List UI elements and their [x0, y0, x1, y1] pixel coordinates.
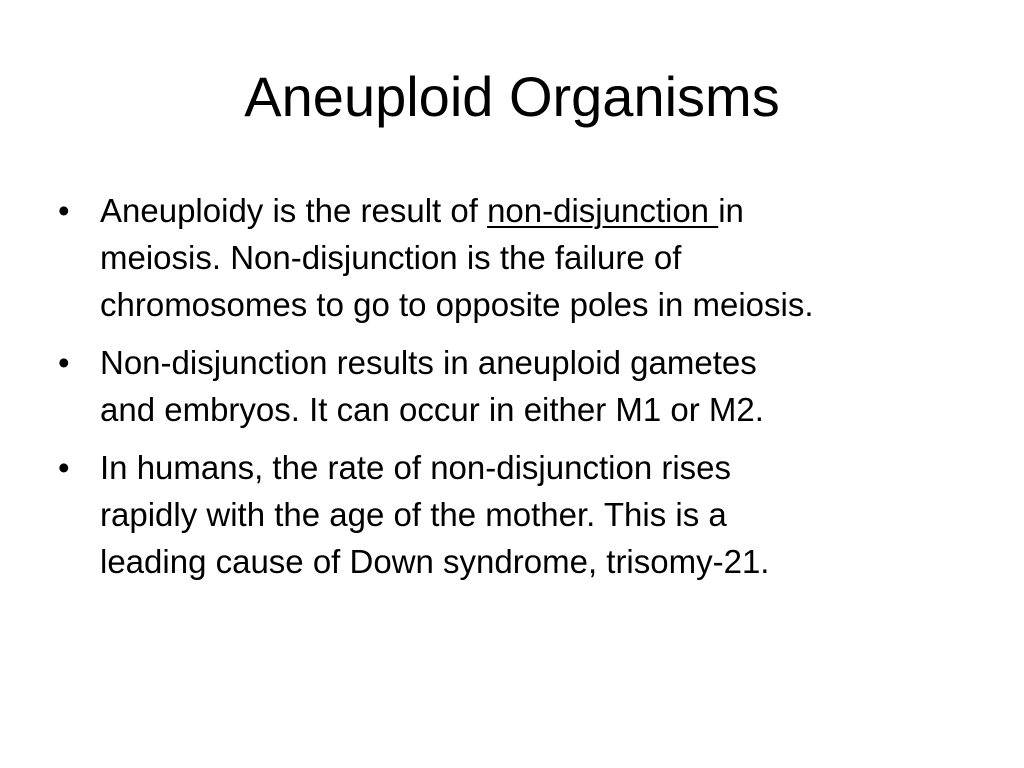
- bullet-marker: •: [58, 192, 70, 229]
- bullet-line: [100, 187, 998, 234]
- bullet-line: rapidly with the age of the mother. This is a: [100, 496, 727, 533]
- bullet-line: and embryos. It can occur in either M1 or M2.: [100, 391, 764, 428]
- bullet-line: leading cause of Down syndrome, trisomy-21.: [100, 543, 770, 580]
- text-segment: in: [718, 192, 744, 229]
- bullet-marker: •: [58, 344, 70, 381]
- bullet-marker: •: [58, 449, 70, 486]
- bullet-item: [58, 444, 998, 585]
- bullet-item: [58, 339, 998, 433]
- bullet-line: Non-disjunction results in aneuploid gametes: [100, 344, 757, 381]
- bullet-line: meiosis. Non-disjunction is the failure of: [100, 239, 682, 276]
- bullet-text: [100, 339, 998, 433]
- bullet-text: [100, 444, 998, 585]
- slide-title: Aneuploid Organisms: [244, 65, 780, 128]
- bullet-list: [58, 187, 998, 596]
- bullet-item: [58, 187, 998, 328]
- text-segment: Aneuploidy is the result of: [100, 192, 488, 229]
- bullet-line: chromosomes to go to opposite poles in meiosis.: [100, 286, 814, 323]
- bullet-line: In humans, the rate of non-disjunction rises: [100, 449, 732, 486]
- underlined-term: non-disjunction: [487, 192, 719, 229]
- bullet-text: [100, 187, 998, 328]
